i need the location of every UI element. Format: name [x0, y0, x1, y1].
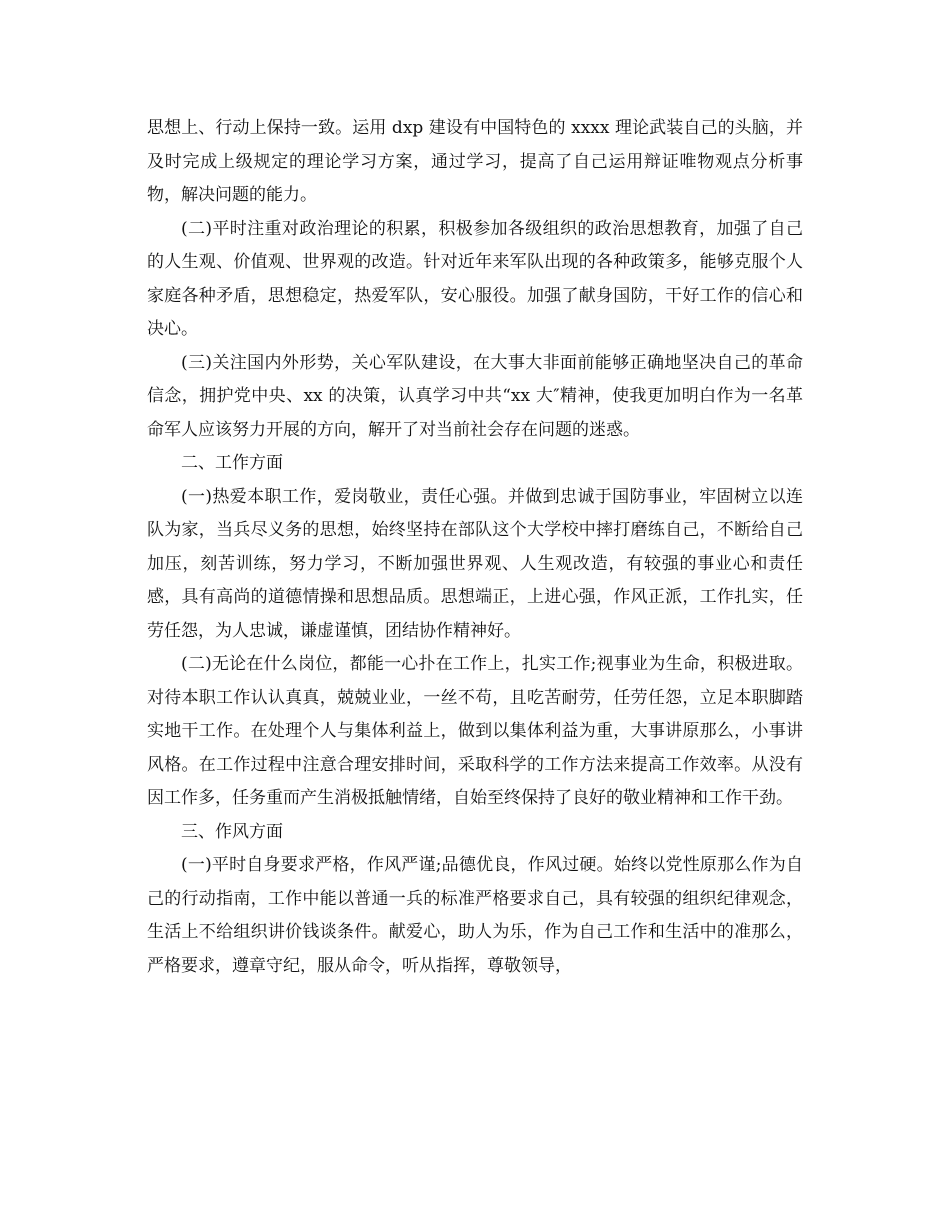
paragraph-style-1: (一)平时自身要求严格，作风严谨;品德优良，作风过硬。始终以党性原那么作为自己的行动指南，工作中能以普通一兵的标准严格要求自己，具有较强的组织纪律观念，生活上不给组织讲价钱谈条件。献爱心，助人为乐，作为自己工作和生活中的准那么，严格要求，遵章守纪，服从命令，听从指挥，尊敬领导， [147, 855, 803, 976]
paragraph-work-1: (一)热爱本职工作，爱岗敬业，责任心强。并做到忠诚于国防事业，牢固树立以连队为家，当兵尽义务的思想，始终坚持在部队这个大学校中摔打磨练自己，不断给自己加压，刻苦训练，努力学习，不断加强世界观、人生观改造，有较强的事业心和责任感，具有高尚的道德情操和思想品质。思想端正，上进心强，作风正派，工作扎实，任劳任怨，为人忠诚，谦虚谨慎，团结协作精神好。 [147, 486, 803, 641]
paragraph-political-2: (二)平时注重对政治理论的积累，积极参加各级组织的政治思想教育，加强了自己的人生观、价值观、世界观的改造。针对近年来军队出现的各种政策多，能够克服个人家庭各种矛盾，思想稳定，热爱军队，安心服役。加强了献身国防，干好工作的信心和决心。 [147, 218, 803, 339]
paragraph-work-2: (二)无论在什么岗位，都能一心扑在工作上，扎实工作;视事业为生命，积极进取。对待本职工作认认真真，兢兢业业，一丝不苟，且吃苦耐劳，任劳任怨，立足本职脚踏实地干工作。在处理个人与集体利益上，做到以集体利益为重，大事讲原那么，小事讲风格。在工作过程中注意合理安排时间，采取科学的工作方法来提高工作效率。从没有因工作多，任务重而产生消极抵触情绪，自始至终保持了良好的敬业精神和工作干劲。 [147, 654, 803, 808]
document-body [147, 112, 803, 983]
paragraph-political-3: (三)关注国内外形势，关心军队建设，在大事大非面前能够正确地坚决自己的革命信念，拥护党中央、xx 的决策，认真学习中共“xx 大″精神，使我更加明白作为一名革命军人应该努力开展的方向，解开了对当前社会存在问题的迷惑。 [147, 352, 803, 440]
section-heading-work: 二、工作方面 [181, 453, 283, 473]
section-heading-style: 三、作风方面 [181, 821, 283, 842]
paragraph-political-continued: 思想上、行动上保持一致。运用 dxp 建设有中国特色的 xxxx 理论武装自己的头脑，并及时完成上级规定的理论学习方案，通过学习，提高了自己运用辩证唯物观点分析事物，解决问题的能力。 [147, 118, 803, 205]
